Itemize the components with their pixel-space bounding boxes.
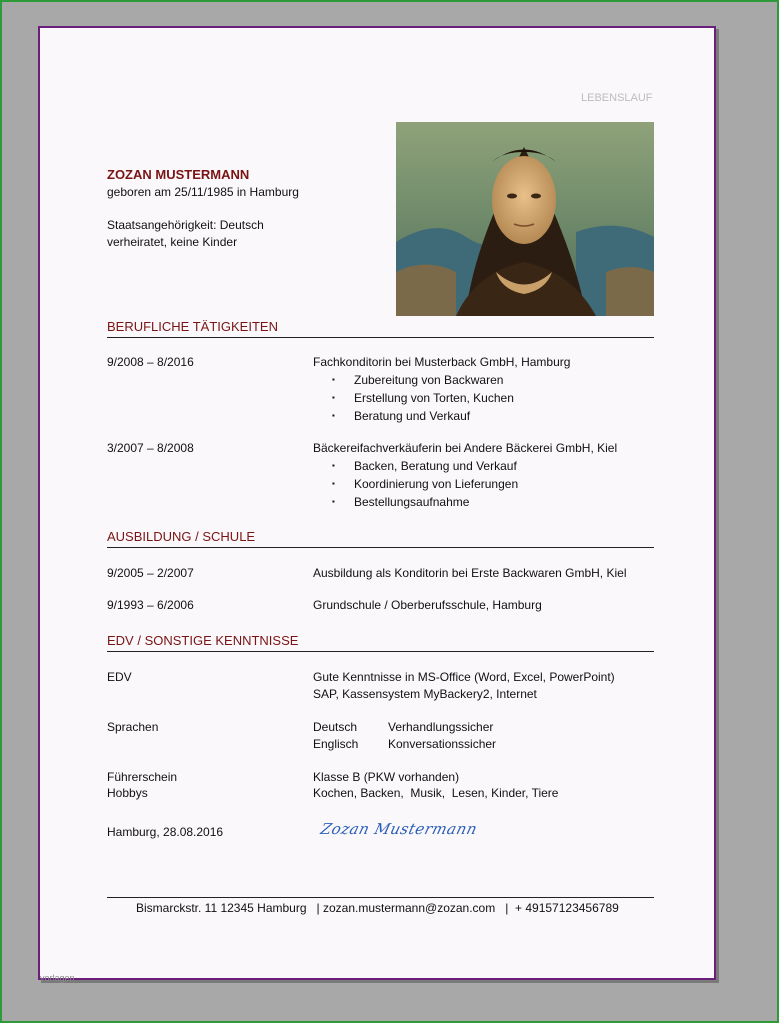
- work-task: ▪ Backen, Beratung und Verkauf: [332, 457, 518, 475]
- language-level: Konversationssicher: [388, 737, 497, 751]
- language-name: Englisch: [313, 737, 359, 751]
- work-task-list: [332, 371, 514, 425]
- family-status: verheiratet, keine Kinder: [107, 235, 238, 249]
- work-period: 3/2007 – 8/2008: [107, 441, 194, 455]
- place-date: Hamburg, 28.08.2016: [107, 825, 224, 839]
- work-period: 9/2008 – 8/2016: [107, 355, 194, 369]
- signature: Zozan Mustermann: [318, 820, 480, 838]
- education-text: Grundschule / Oberberufsschule, Hamburg: [313, 598, 542, 612]
- skill-label-hobbies: Hobbys: [107, 786, 148, 800]
- skill-label-edv: EDV: [107, 670, 132, 684]
- section-title-work: BERUFLICHE TÄTIGKEITEN: [107, 319, 278, 334]
- skill-edv-line: SAP, Kassensystem MyBackery2, Internet: [313, 687, 537, 701]
- watermark: vorlagen: [40, 973, 75, 983]
- work-task: ▪ Zubereitung von Backwaren: [332, 371, 514, 389]
- section-divider: [107, 651, 654, 652]
- work-task: ▪ Koordinierung von Lieferungen: [332, 475, 518, 493]
- education-text: Ausbildung als Konditorin bei Erste Backwaren GmbH, Kiel: [313, 566, 627, 580]
- work-task: ▪ Bestellungsaufnahme: [332, 493, 518, 511]
- language-level: Verhandlungssicher: [388, 720, 494, 734]
- nationality-info: Staatsangehörigkeit: Deutsch: [107, 218, 264, 232]
- education-period: 9/1993 – 6/2006: [107, 598, 194, 612]
- skill-label-languages: Sprachen: [107, 720, 159, 734]
- footer-divider: [107, 897, 654, 898]
- footer-contact: Bismarckstr. 11 12345 Hamburg | zozan.mustermann@zozan.com | + 49157123456789: [136, 901, 619, 915]
- section-divider: [107, 337, 654, 338]
- work-title: Fachkonditorin bei Musterback GmbH, Hamburg: [313, 355, 571, 369]
- document-label: LEBENSLAUF: [581, 92, 653, 104]
- work-title: Bäckereifachverkäuferin bei Andere Bäckerei GmbH, Kiel: [313, 441, 618, 455]
- work-task-list: [332, 457, 518, 511]
- skill-label-license: Führerschein: [107, 770, 178, 784]
- education-period: 9/2005 – 2/2007: [107, 566, 194, 580]
- section-title-skills: EDV / SONSTIGE KENNTNISSE: [107, 633, 299, 648]
- language-name: Deutsch: [313, 720, 358, 734]
- work-task: ▪ Erstellung von Torten, Kuchen: [332, 389, 514, 407]
- profile-photo: [396, 122, 654, 316]
- cv-page: [38, 26, 716, 980]
- section-title-education: AUSBILDUNG / SCHULE: [107, 529, 256, 544]
- candidate-name: ZOZAN MUSTERMANN: [107, 167, 250, 182]
- hobbies-value: Kochen, Backen, Musik, Lesen, Kinder, Tiere: [313, 786, 559, 800]
- birth-info: geboren am 25/11/1985 in Hamburg: [107, 185, 299, 199]
- skill-edv-line: Gute Kenntnisse in MS-Office (Word, Excel, PowerPoint): [313, 670, 615, 684]
- work-task: ▪ Beratung und Verkauf: [332, 407, 514, 425]
- license-value: Klasse B (PKW vorhanden): [313, 770, 460, 784]
- section-divider: [107, 547, 654, 548]
